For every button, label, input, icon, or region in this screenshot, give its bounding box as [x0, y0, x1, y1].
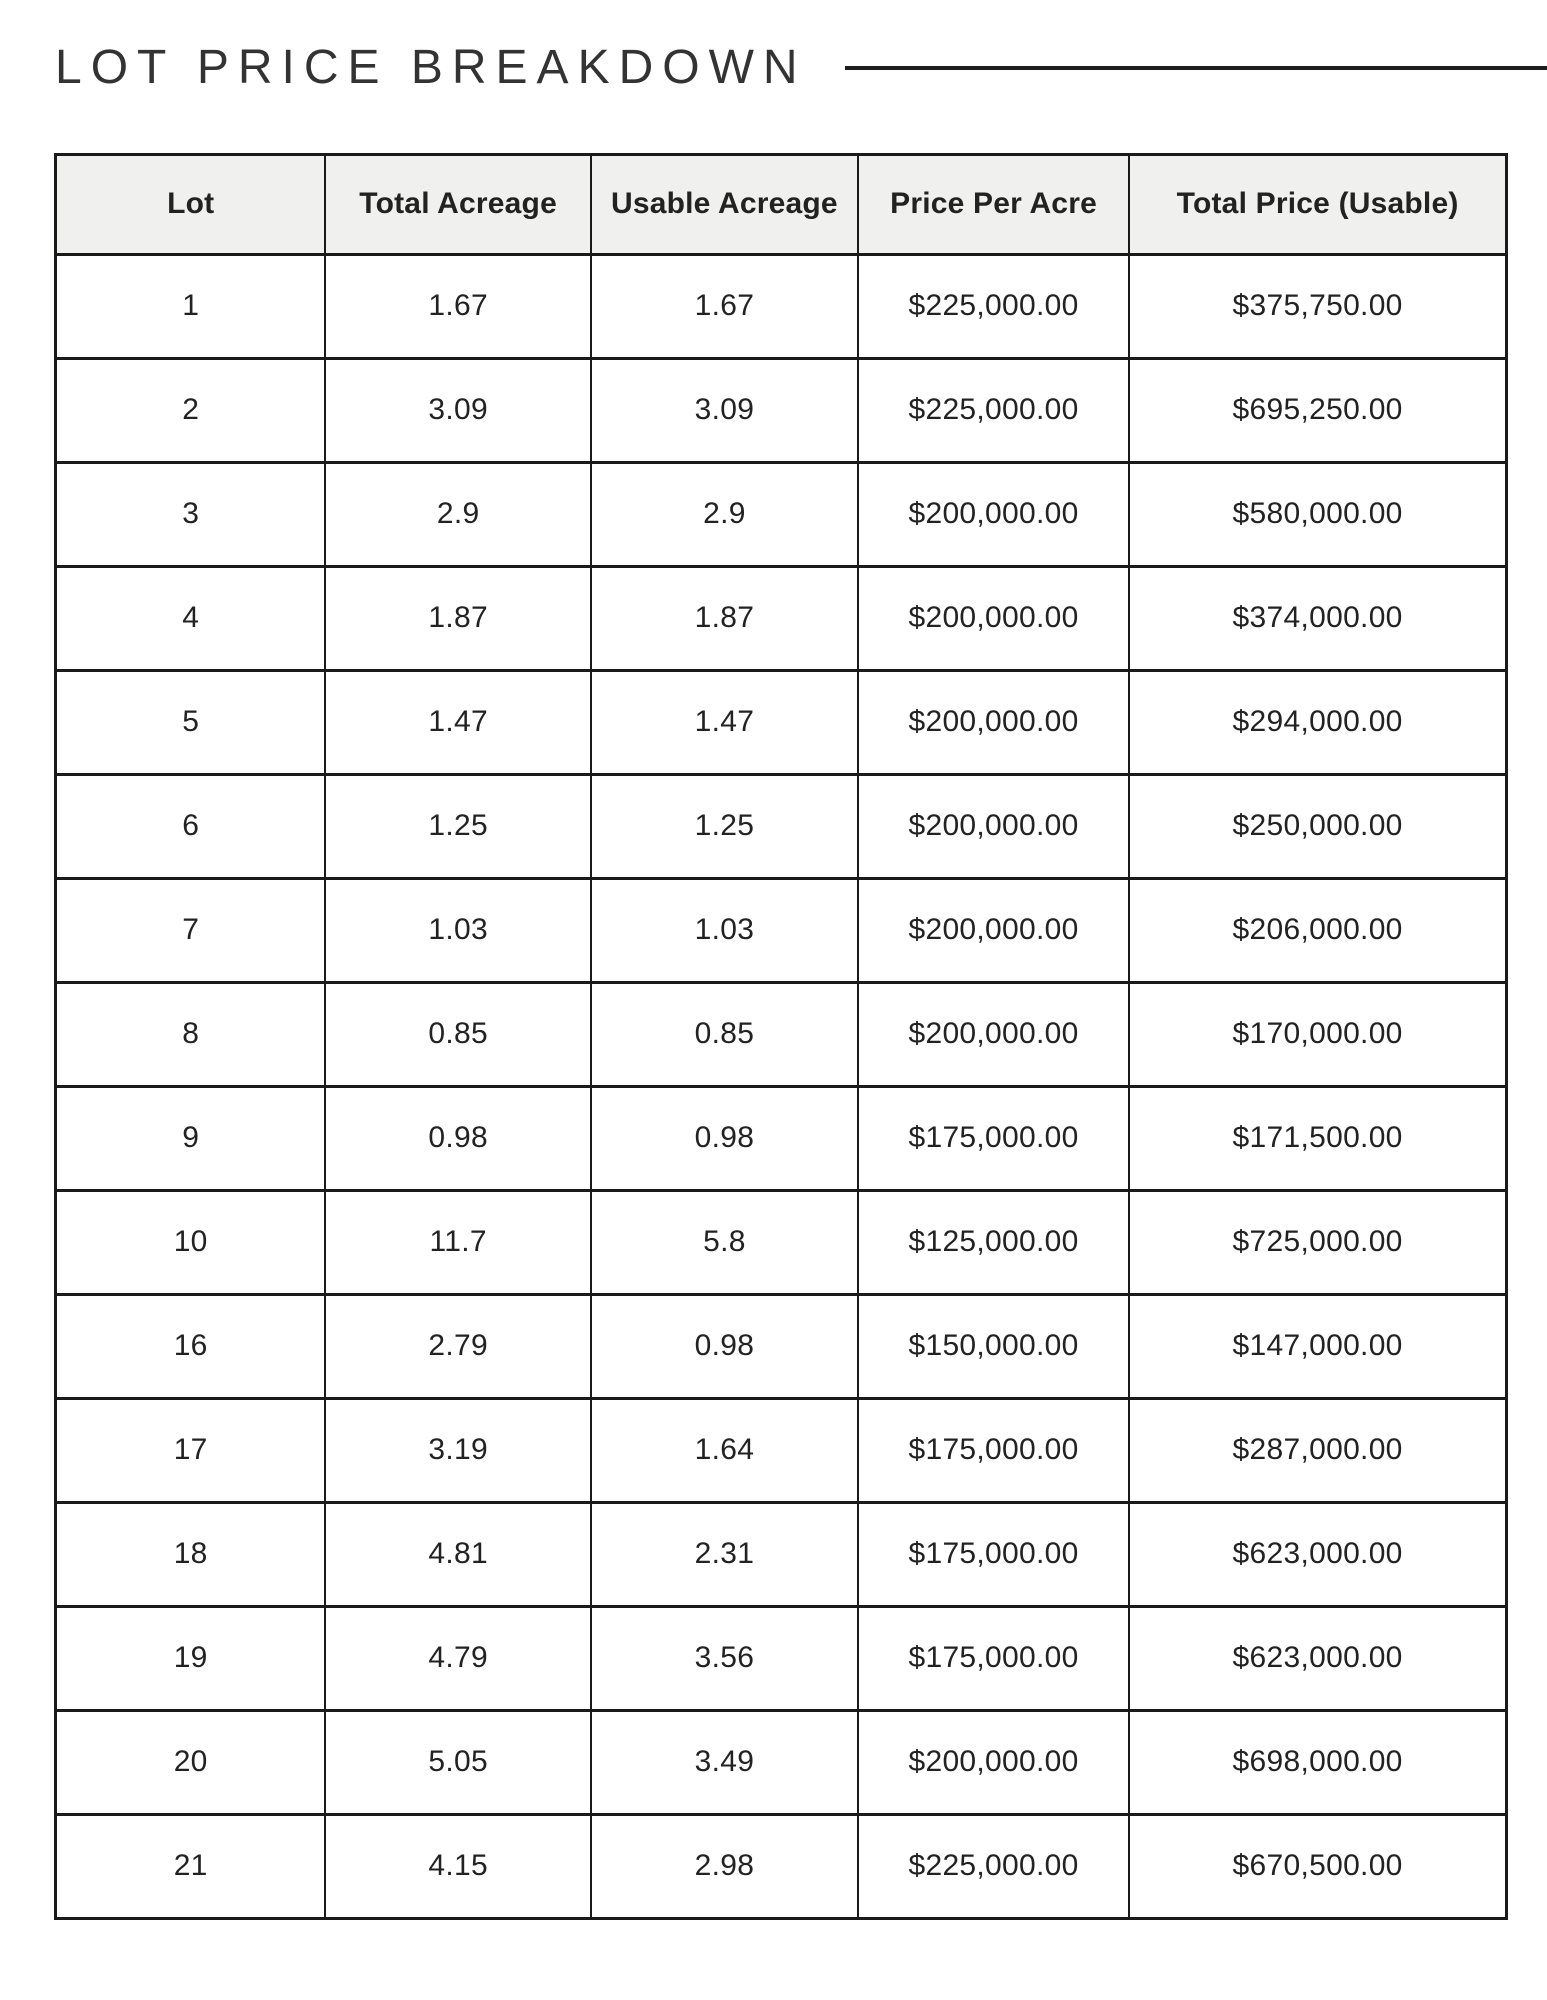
cell-total-acreage: 0.98: [325, 1086, 591, 1190]
table-row: [56, 670, 1507, 774]
table-row: [56, 1710, 1507, 1814]
cell-lot: 1: [56, 254, 326, 358]
cell-total-price-usable: $287,000.00: [1129, 1398, 1506, 1502]
cell-total-acreage: 3.19: [325, 1398, 591, 1502]
cell-usable-acreage: 1.47: [591, 670, 858, 774]
cell-lot: 2: [56, 358, 326, 462]
cell-lot: 8: [56, 982, 326, 1086]
title-rule-line: [845, 66, 1547, 70]
cell-usable-acreage: 5.8: [591, 1190, 858, 1294]
cell-usable-acreage: 1.64: [591, 1398, 858, 1502]
page: [0, 42, 1547, 2000]
column-header-price-per-acre: Price Per Acre: [858, 154, 1129, 254]
table-row: [56, 1502, 1507, 1606]
table-row: [56, 878, 1507, 982]
cell-price-per-acre: $225,000.00: [858, 1814, 1129, 1918]
cell-total-price-usable: $375,750.00: [1129, 254, 1506, 358]
cell-price-per-acre: $125,000.00: [858, 1190, 1129, 1294]
cell-total-acreage: 4.15: [325, 1814, 591, 1918]
cell-lot: 18: [56, 1502, 326, 1606]
cell-lot: 4: [56, 566, 326, 670]
cell-usable-acreage: 3.49: [591, 1710, 858, 1814]
table-row: [56, 1814, 1507, 1918]
cell-lot: 16: [56, 1294, 326, 1398]
cell-total-price-usable: $206,000.00: [1129, 878, 1506, 982]
cell-lot: 3: [56, 462, 326, 566]
cell-total-price-usable: $170,000.00: [1129, 982, 1506, 1086]
cell-total-acreage: 11.7: [325, 1190, 591, 1294]
cell-total-acreage: 1.25: [325, 774, 591, 878]
cell-lot: 17: [56, 1398, 326, 1502]
cell-lot: 10: [56, 1190, 326, 1294]
cell-total-price-usable: $250,000.00: [1129, 774, 1506, 878]
cell-total-price-usable: $670,500.00: [1129, 1814, 1506, 1918]
cell-price-per-acre: $200,000.00: [858, 774, 1129, 878]
cell-lot: 20: [56, 1710, 326, 1814]
cell-price-per-acre: $200,000.00: [858, 462, 1129, 566]
cell-total-acreage: 1.03: [325, 878, 591, 982]
cell-price-per-acre: $225,000.00: [858, 254, 1129, 358]
table-row: [56, 358, 1507, 462]
table-row: [56, 1398, 1507, 1502]
lot-price-table: [54, 153, 1508, 1920]
cell-usable-acreage: 1.25: [591, 774, 858, 878]
column-header-total-acreage: Total Acreage: [325, 154, 591, 254]
cell-price-per-acre: $150,000.00: [858, 1294, 1129, 1398]
cell-price-per-acre: $175,000.00: [858, 1502, 1129, 1606]
cell-total-acreage: 4.79: [325, 1606, 591, 1710]
cell-lot: 19: [56, 1606, 326, 1710]
cell-usable-acreage: 2.98: [591, 1814, 858, 1918]
cell-lot: 6: [56, 774, 326, 878]
cell-total-acreage: 1.67: [325, 254, 591, 358]
cell-total-price-usable: $725,000.00: [1129, 1190, 1506, 1294]
cell-usable-acreage: 0.98: [591, 1086, 858, 1190]
table-row: [56, 1086, 1507, 1190]
column-header-usable-acreage: Usable Acreage: [591, 154, 858, 254]
cell-total-price-usable: $294,000.00: [1129, 670, 1506, 774]
table-row: [56, 1190, 1507, 1294]
cell-total-acreage: 5.05: [325, 1710, 591, 1814]
cell-price-per-acre: $200,000.00: [858, 1710, 1129, 1814]
cell-usable-acreage: 0.98: [591, 1294, 858, 1398]
cell-total-acreage: 1.87: [325, 566, 591, 670]
cell-price-per-acre: $175,000.00: [858, 1086, 1129, 1190]
cell-usable-acreage: 1.87: [591, 566, 858, 670]
cell-total-price-usable: $698,000.00: [1129, 1710, 1506, 1814]
cell-total-price-usable: $580,000.00: [1129, 462, 1506, 566]
table-row: [56, 566, 1507, 670]
cell-total-price-usable: $623,000.00: [1129, 1502, 1506, 1606]
cell-usable-acreage: 3.09: [591, 358, 858, 462]
cell-total-acreage: 3.09: [325, 358, 591, 462]
title-row: [55, 42, 1547, 95]
cell-price-per-acre: $200,000.00: [858, 670, 1129, 774]
cell-total-price-usable: $623,000.00: [1129, 1606, 1506, 1710]
page-title: LOT PRICE BREAKDOWN: [55, 41, 807, 94]
cell-price-per-acre: $200,000.00: [858, 566, 1129, 670]
cell-total-acreage: 2.79: [325, 1294, 591, 1398]
table-row: [56, 774, 1507, 878]
table-row: [56, 1606, 1507, 1710]
cell-usable-acreage: 2.9: [591, 462, 858, 566]
cell-lot: 5: [56, 670, 326, 774]
table-row: [56, 1294, 1507, 1398]
table-row: [56, 254, 1507, 358]
cell-usable-acreage: 3.56: [591, 1606, 858, 1710]
cell-total-price-usable: $374,000.00: [1129, 566, 1506, 670]
cell-total-price-usable: $695,250.00: [1129, 358, 1506, 462]
cell-total-acreage: 1.47: [325, 670, 591, 774]
cell-price-per-acre: $175,000.00: [858, 1606, 1129, 1710]
cell-price-per-acre: $200,000.00: [858, 878, 1129, 982]
cell-usable-acreage: 2.31: [591, 1502, 858, 1606]
cell-price-per-acre: $175,000.00: [858, 1398, 1129, 1502]
table-row: [56, 982, 1507, 1086]
cell-lot: 9: [56, 1086, 326, 1190]
table-header-row: [56, 154, 1507, 254]
cell-usable-acreage: 0.85: [591, 982, 858, 1086]
cell-total-acreage: 4.81: [325, 1502, 591, 1606]
cell-price-per-acre: $225,000.00: [858, 358, 1129, 462]
cell-lot: 21: [56, 1814, 326, 1918]
cell-total-price-usable: $171,500.00: [1129, 1086, 1506, 1190]
table-row: [56, 462, 1507, 566]
cell-total-acreage: 0.85: [325, 982, 591, 1086]
column-header-lot: Lot: [56, 154, 326, 254]
cell-usable-acreage: 1.67: [591, 254, 858, 358]
cell-price-per-acre: $200,000.00: [858, 982, 1129, 1086]
cell-usable-acreage: 1.03: [591, 878, 858, 982]
cell-lot: 7: [56, 878, 326, 982]
cell-total-acreage: 2.9: [325, 462, 591, 566]
column-header-total-price-usable: Total Price (Usable): [1129, 154, 1506, 254]
cell-total-price-usable: $147,000.00: [1129, 1294, 1506, 1398]
